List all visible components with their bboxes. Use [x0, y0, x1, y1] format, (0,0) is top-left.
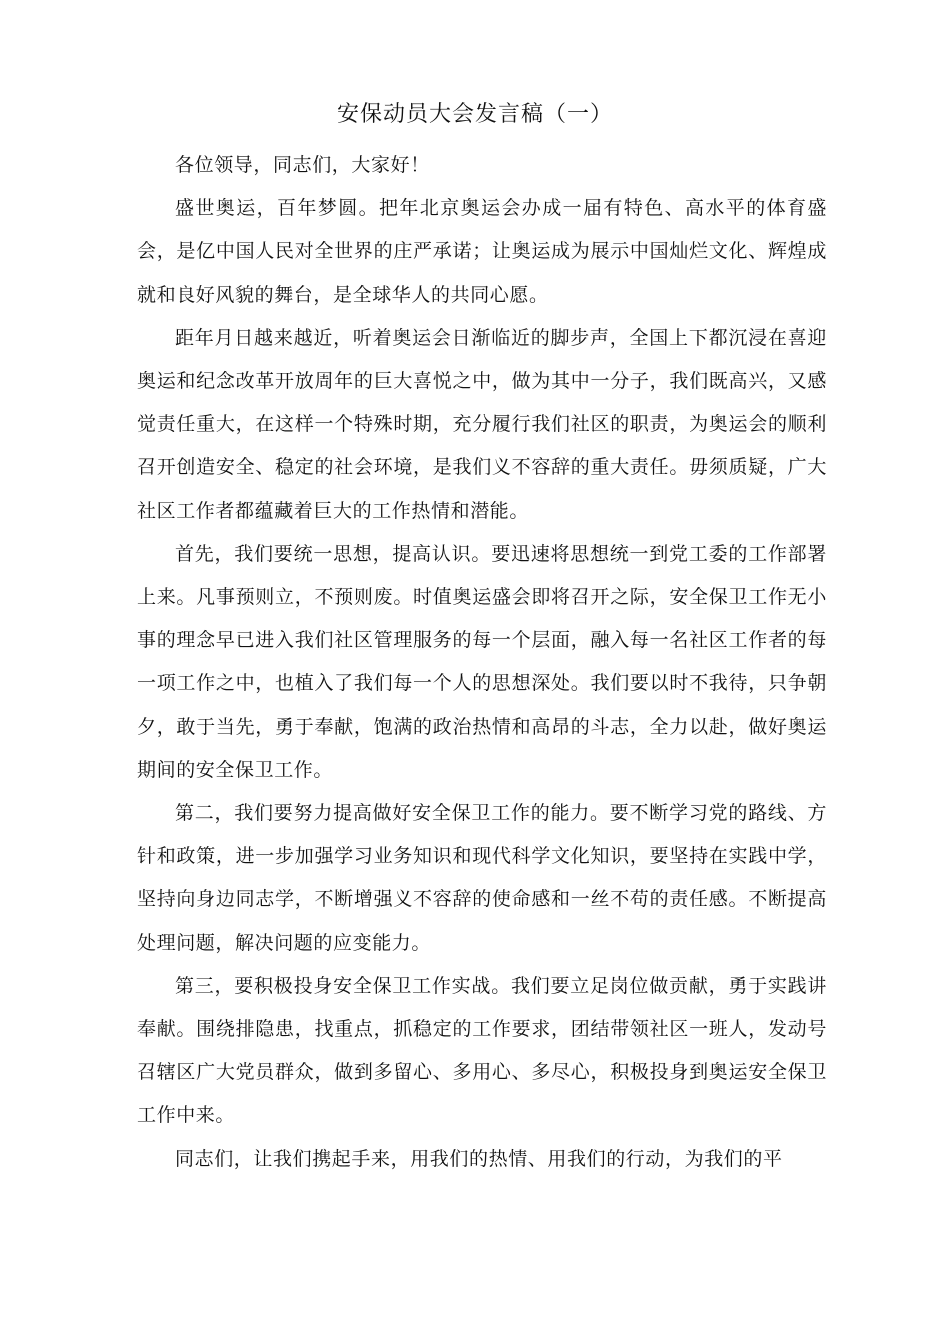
document-body [137, 144, 827, 1181]
paragraph-3: 首先，我们要统一思想，提高认识。要迅速将思想统一到党工委的工作部署上来。凡事预则立，不预则废。时值奥运盛会即将召开之际，安全保卫工作无小事的理念早已进入我们社区管理服务的每一个层面，融入每一名社区工作者的每一项工作之中，也植入了我们每一个人的思想深处。我们要以时不我待，只争朝夕，敢于当先，勇于奉献，饱满的政治热情和高昂的斗志，全力以赴，做好奥运期间的安全保卫工作。 [137, 542, 827, 781]
paragraph-2: 距年月日越来越近，听着奥运会日渐临近的脚步声，全国上下都沉浸在喜迎奥运和纪念改革开放周年的巨大喜悦之中，做为其中一分子，我们既高兴，又感觉责任重大，在这样一个特殊时期，充分履行我们社区的职责，为奥运会的顺利召开创造安全、稳定的社会环境，是我们义不容辞的重大责任。毋须质疑，广大社区工作者都蕴藏着巨大的工作热情和潜能。 [137, 326, 827, 522]
paragraph-5: 第三，要积极投身安全保卫工作实战。我们要立足岗位做贡献，勇于实践讲奉献。围绕排隐患，找重点，抓稳定的工作要求，团结带领社区一班人，发动号召辖区广大党员群众，做到多留心、多用心、多尽心，积极投身到奥运安全保卫工作中来。 [137, 974, 827, 1127]
paragraph-6: 同志们，让我们携起手来，用我们的热情、用我们的行动，为我们的平 [175, 1147, 783, 1170]
paragraph-1: 盛世奥运，百年梦圆。把年北京奥运会办成一届有特色、高水平的体育盛会，是亿中国人民对全世界的庄严承诺；让奥运成为展示中国灿烂文化、辉煌成就和良好风貌的舞台，是全球华人的共同心愿。 [137, 197, 827, 306]
paragraph-greeting: 各位领导，同志们，大家好！ [175, 154, 430, 176]
document-title: 安保动员大会发言稿（一） [336, 102, 613, 127]
paragraph-4: 第二，我们要努力提高做好安全保卫工作的能力。要不断学习党的路线、方针和政策，进一步加强学习业务知识和现代科学文化知识，要坚持在实践中学，坚持向身边同志学，不断增强义不容辞的使命感和一丝不苟的责任感。不断提高处理问题，解决问题的应变能力。 [137, 802, 827, 954]
